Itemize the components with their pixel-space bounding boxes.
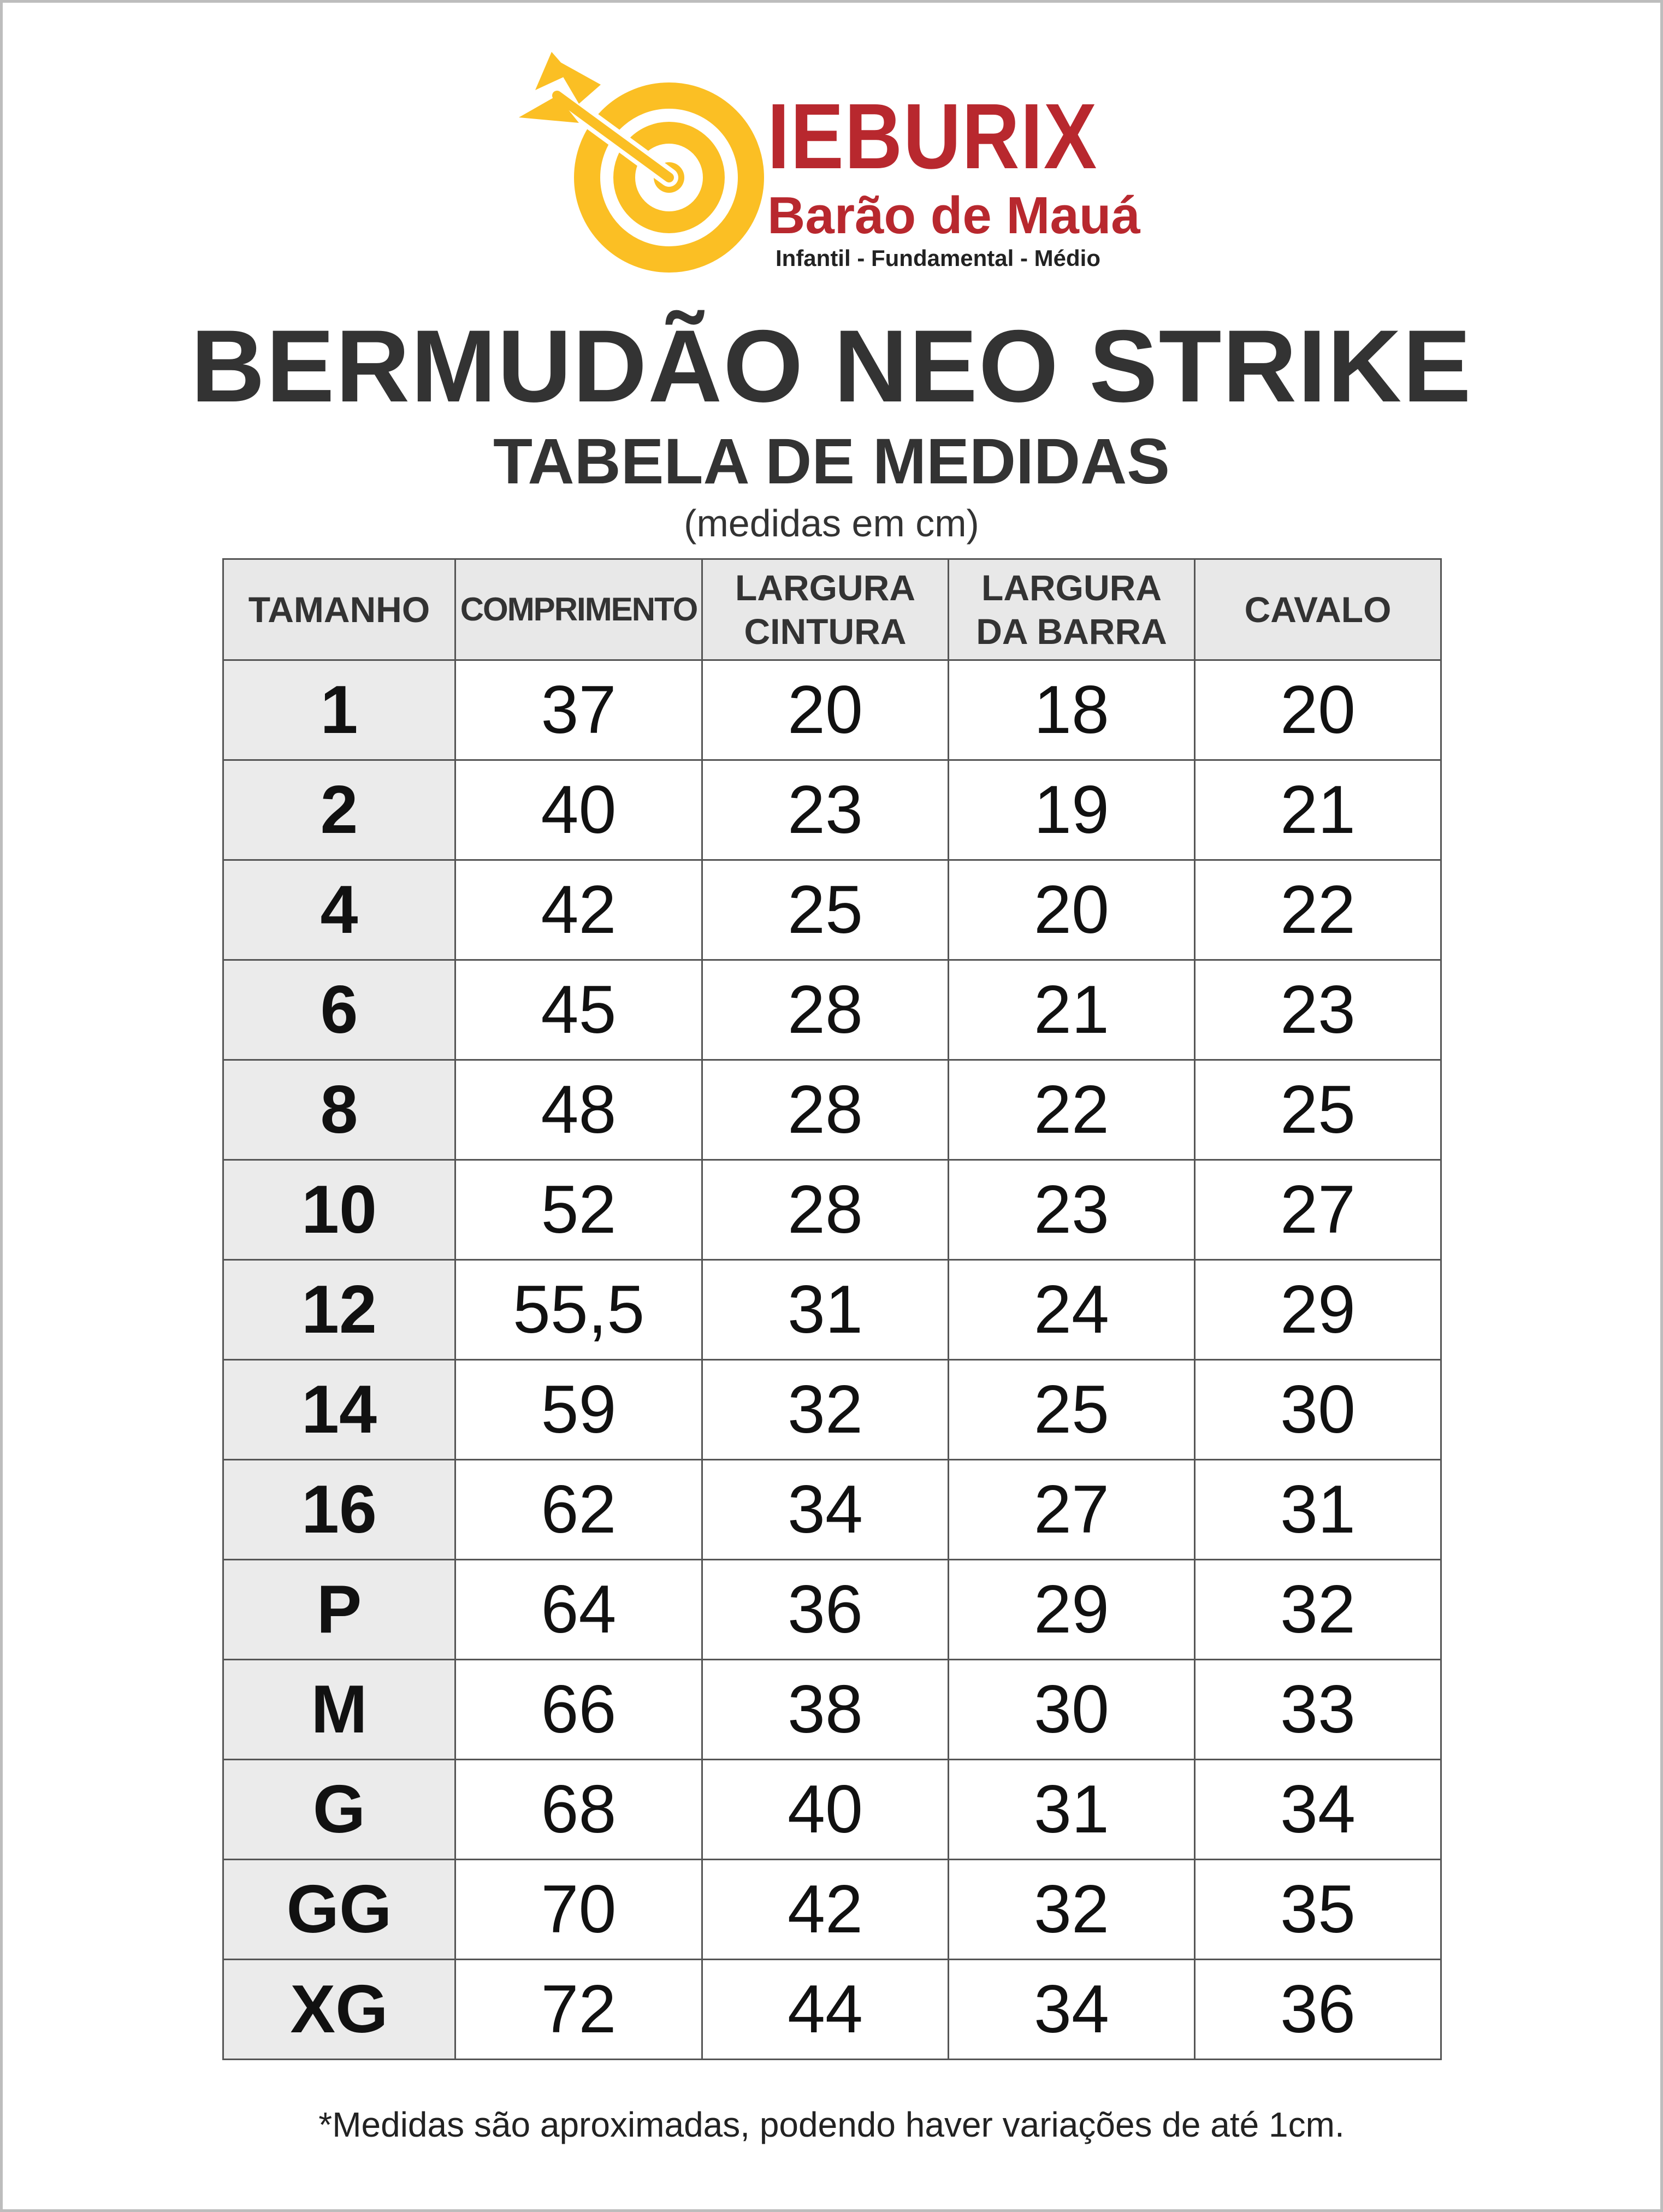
table-row [223, 760, 1441, 860]
size-cell: 12 [223, 1260, 455, 1360]
table-row [223, 660, 1441, 760]
measurement-cell: 29 [949, 1560, 1195, 1660]
measurement-cell: 52 [455, 1160, 702, 1260]
table-row [223, 1860, 1441, 1960]
measurement-cell: 27 [949, 1460, 1195, 1560]
table-row [223, 1660, 1441, 1760]
header-largura-barra: LARGURA DA BARRA [949, 559, 1195, 660]
measurement-cell: 28 [702, 1060, 949, 1160]
target-arrow-icon [519, 52, 770, 281]
measurement-cell: 36 [702, 1560, 949, 1660]
header-largura-cintura: LARGURA CINTURA [702, 559, 949, 660]
measurement-cell: 23 [949, 1160, 1195, 1260]
measurement-cell: 42 [702, 1860, 949, 1960]
measurement-cell: 33 [1195, 1660, 1441, 1760]
size-cell: M [223, 1660, 455, 1760]
brand-name: IEBURIX [767, 85, 1098, 188]
measurement-cell: 35 [1195, 1860, 1441, 1960]
measurement-cell: 55,5 [455, 1260, 702, 1360]
measurement-cell: 66 [455, 1660, 702, 1760]
size-cell: 4 [223, 860, 455, 960]
table-header-row [223, 559, 1441, 660]
measurement-cell: 32 [949, 1860, 1195, 1960]
measurement-cell: 19 [949, 760, 1195, 860]
size-cell: 16 [223, 1460, 455, 1560]
measurement-cell: 22 [1195, 860, 1441, 960]
header-comprimento: COMPRIMENTO [455, 559, 702, 660]
measurement-cell: 23 [1195, 960, 1441, 1060]
page-title: BERMUDÃO NEO STRIKE [191, 309, 1472, 423]
measurement-cell: 37 [455, 660, 702, 760]
measurement-cell: 36 [1195, 1960, 1441, 2060]
page-subtitle: TABELA DE MEDIDAS [493, 425, 1170, 498]
school-logo [519, 52, 1163, 281]
measurement-cell: 70 [455, 1860, 702, 1960]
measurement-cell: 38 [702, 1660, 949, 1760]
table-row [223, 1260, 1441, 1360]
measurement-cell: 32 [1195, 1560, 1441, 1660]
brand-subname: Barão de Mauá [767, 186, 1140, 245]
measurement-cell: 23 [702, 760, 949, 860]
measurement-cell: 28 [702, 960, 949, 1060]
measurement-cell: 25 [949, 1360, 1195, 1460]
measurement-cell: 34 [1195, 1760, 1441, 1860]
measurement-cell: 31 [702, 1260, 949, 1360]
size-cell: 8 [223, 1060, 455, 1160]
size-cell: P [223, 1560, 455, 1660]
header-tamanho: TAMANHO [223, 559, 455, 660]
size-cell: 10 [223, 1160, 455, 1260]
measurement-cell: 20 [702, 660, 949, 760]
table-row [223, 1460, 1441, 1560]
table-row [223, 1360, 1441, 1460]
measurement-cell: 31 [949, 1760, 1195, 1860]
footnote: *Medidas são aproximadas, podendo haver variações de até 1cm. [318, 2105, 1345, 2144]
measurement-cell: 27 [1195, 1160, 1441, 1260]
measurement-cell: 20 [1195, 660, 1441, 760]
measurement-cell: 40 [702, 1760, 949, 1860]
measurement-cell: 44 [702, 1960, 949, 2060]
table-row [223, 1960, 1441, 2060]
measurement-cell: 22 [949, 1060, 1195, 1160]
measurement-cell: 18 [949, 660, 1195, 760]
measurement-cell: 45 [455, 960, 702, 1060]
size-cell: G [223, 1760, 455, 1860]
measurement-cell: 30 [949, 1660, 1195, 1760]
size-cell: 1 [223, 660, 455, 760]
measurement-cell: 48 [455, 1060, 702, 1160]
measurement-cell: 40 [455, 760, 702, 860]
size-cell: 2 [223, 760, 455, 860]
school-levels: Infantil - Fundamental - Médio [776, 245, 1100, 271]
measurement-cell: 30 [1195, 1360, 1441, 1460]
table-row [223, 1160, 1441, 1260]
measurement-cell: 59 [455, 1360, 702, 1460]
measurement-cell: 34 [949, 1960, 1195, 2060]
measurement-cell: 25 [702, 860, 949, 960]
measurement-cell: 72 [455, 1960, 702, 2060]
size-table [222, 558, 1442, 2060]
measurement-cell: 42 [455, 860, 702, 960]
size-cell: XG [223, 1960, 455, 2060]
table-row [223, 960, 1441, 1060]
size-cell: 6 [223, 960, 455, 1060]
table-row [223, 1060, 1441, 1160]
measurement-cell: 29 [1195, 1260, 1441, 1360]
measurement-cell: 31 [1195, 1460, 1441, 1560]
measurement-cell: 24 [949, 1260, 1195, 1360]
measurement-cell: 21 [1195, 760, 1441, 860]
measurement-cell: 68 [455, 1760, 702, 1860]
table-row [223, 860, 1441, 960]
size-cell: GG [223, 1860, 455, 1960]
table-row [223, 1560, 1441, 1660]
measurement-cell: 21 [949, 960, 1195, 1060]
measurement-cell: 34 [702, 1460, 949, 1560]
header-cavalo: CAVALO [1195, 559, 1441, 660]
size-cell: 14 [223, 1360, 455, 1460]
measurement-cell: 62 [455, 1460, 702, 1560]
table-body [223, 660, 1441, 2060]
measurement-cell: 64 [455, 1560, 702, 1660]
measurement-cell: 20 [949, 860, 1195, 960]
measurement-cell: 32 [702, 1360, 949, 1460]
measurement-cell: 28 [702, 1160, 949, 1260]
measurement-cell: 25 [1195, 1060, 1441, 1160]
table-row [223, 1760, 1441, 1860]
units-note: (medidas em cm) [684, 502, 979, 545]
